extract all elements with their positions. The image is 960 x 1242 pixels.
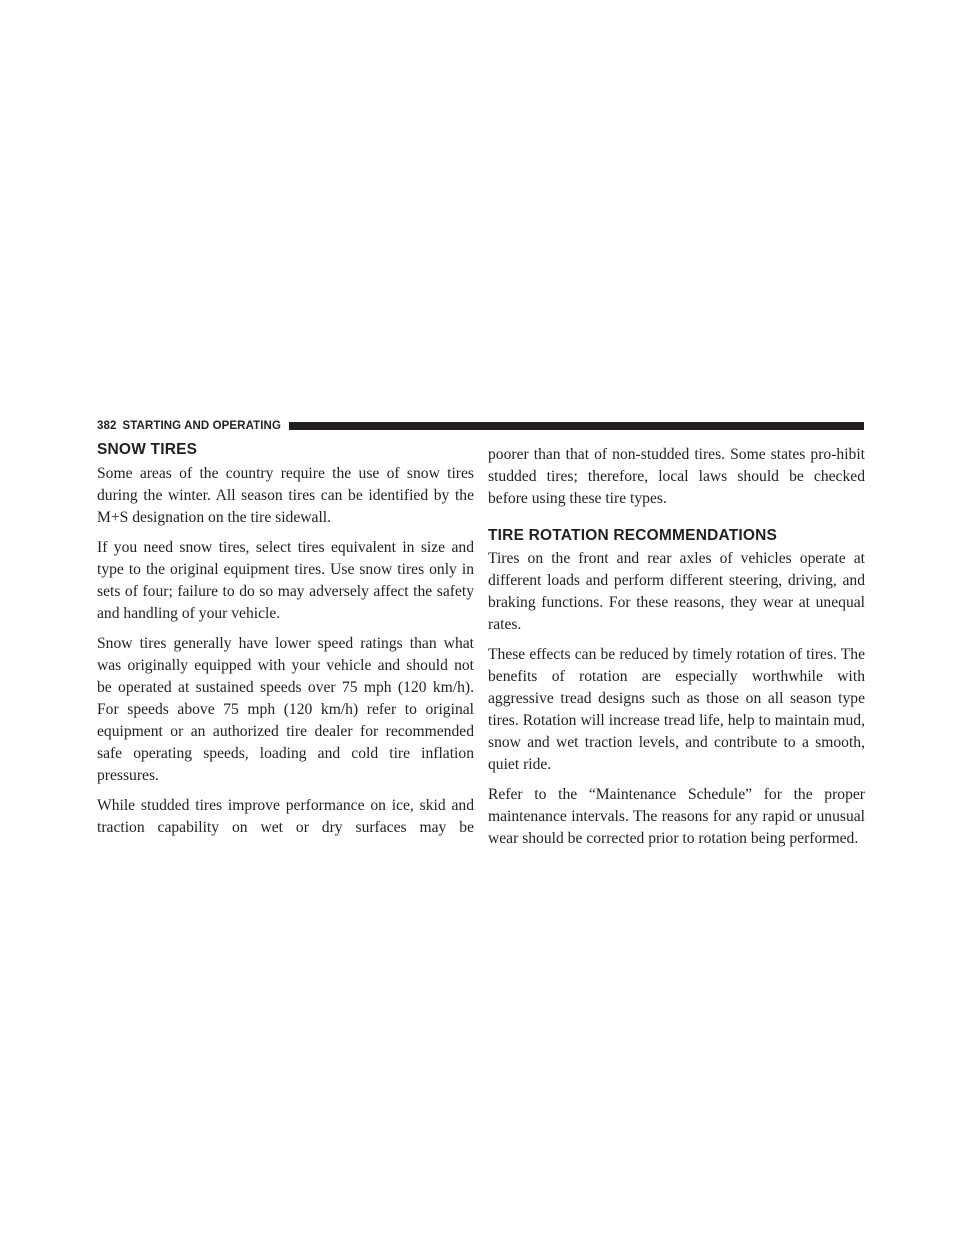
section-title: STARTING AND OPERATING	[122, 420, 282, 432]
paragraph: Some areas of the country require the use of snow tires during the winter. All season tires can be identified by the M+S designation on the tire sidewall.	[97, 465, 474, 526]
paragraph: Refer to the “Maintenance Schedule” for the proper maintenance intervals. The reasons for any rapid or unusual wear should be corrected prior to rotation being performed.	[488, 786, 865, 847]
paragraph: If you need snow tires, select tires equivalent in size and type to the original equipment tires. Use snow tires only in sets of four; failure to do so may adversely affect the safety and handling of your vehicle.	[97, 539, 474, 622]
continued-paragraph: poorer than that of non-studded tires. Some states pro-hibit studded tires; therefore, local laws should be checked before using these tire types.	[488, 446, 865, 507]
paragraph: These effects can be reduced by timely rotation of tires. The benefits of rotation are especially worthwhile with aggressive tread designs such as those on all season type tires. Rotation will increase tread life, help to maintain mud, snow and wet traction levels, and contribute to a smooth, quiet ride.	[488, 646, 865, 773]
tire-rotation-heading: TIRE ROTATION RECOMMENDATIONS	[488, 527, 778, 544]
page-number: 382	[97, 420, 117, 432]
paragraph: Tires on the front and rear axles of vehicles operate at different loads and perform different steering, driving, and braking functions. For these reasons, they wear at unequal rates.	[488, 550, 865, 633]
right-column	[488, 444, 865, 858]
snow-tires-heading: SNOW TIRES	[97, 441, 198, 458]
paragraph: While studded tires improve performance on ice, skid and traction capability on wet or dry surfaces may be	[97, 797, 474, 836]
paragraph: Snow tires generally have lower speed ratings than what was originally equipped with your vehicle and should not be operated at sustained speeds over 75 mph (120 km/h). For speeds above 75 mph (120 km/h) refer to original equipment or an authorized tire dealer for recommended safe operating speeds, loading and cold tire inflation pressures.	[97, 635, 474, 784]
left-column	[97, 440, 474, 847]
page-header	[97, 418, 864, 434]
header-rule	[289, 422, 864, 430]
